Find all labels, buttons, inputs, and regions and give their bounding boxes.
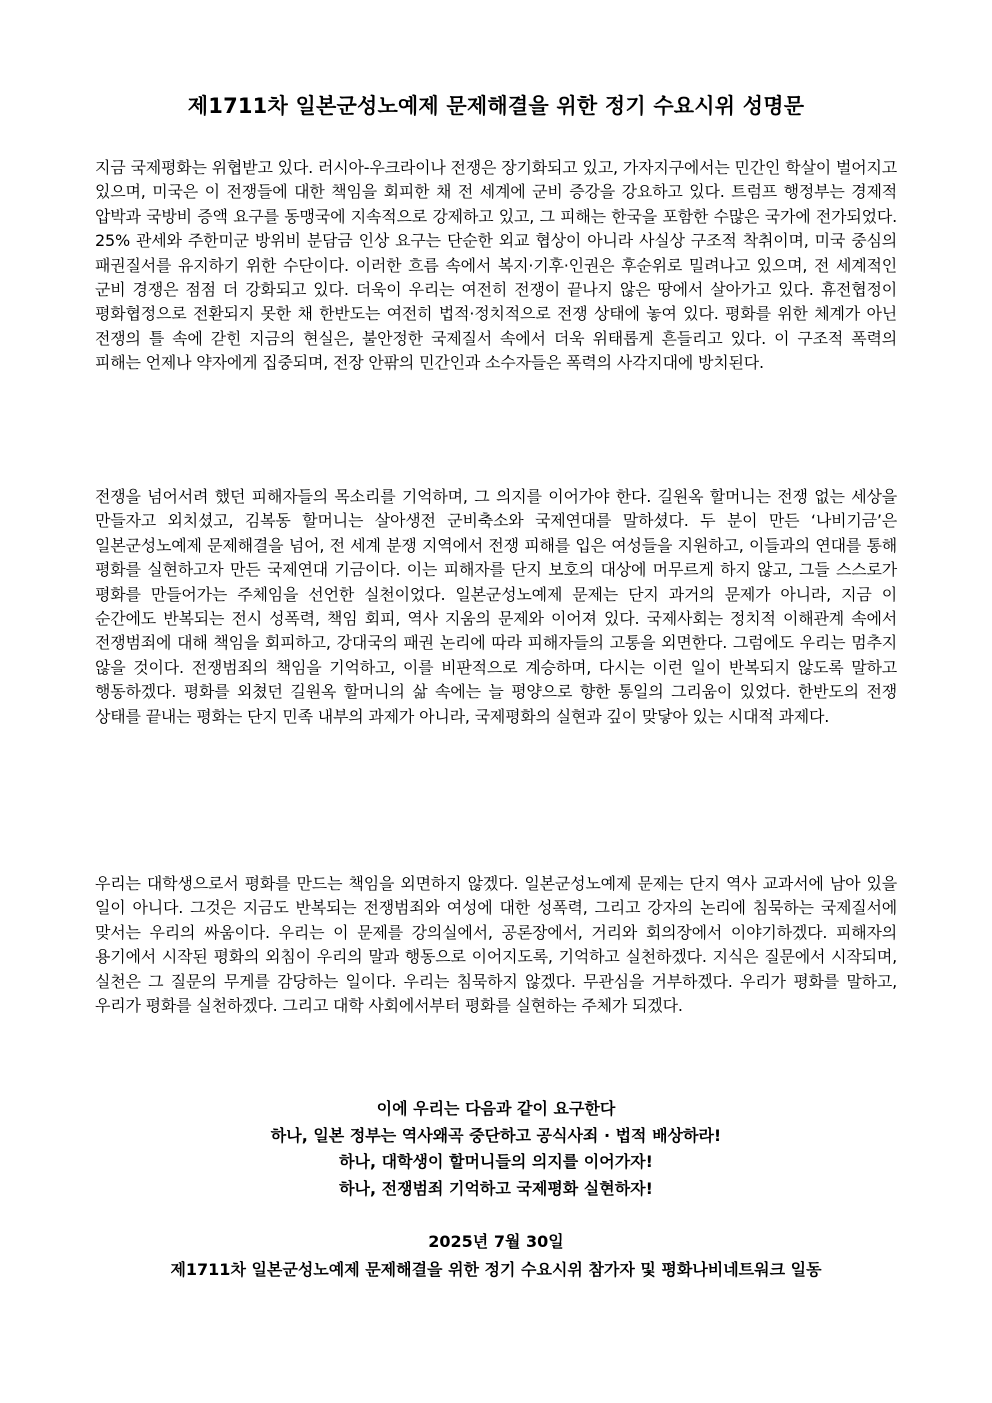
signatory-line: 제1711차 일본군성노예제 문제해결을 위한 정기 수요시위 참가자 및 평화나비네트워크 일동 (170, 1260, 822, 1279)
demands-intro: 이에 우리는 다음과 같이 요구한다 (376, 1099, 616, 1118)
signature-block (0, 1228, 992, 1284)
demand-item: 하나, 대학생이 할머니들의 의지를 이어가자! (339, 1152, 653, 1171)
demand-item: 하나, 전쟁범죄 기억하고 국제평화 실현하자! (339, 1178, 653, 1198)
statement-title: 제1711차 일본군성노예제 문제해결을 위한 정기 수요시위 성명문 (187, 94, 805, 118)
paragraph-1: 지금 국제평화는 위협받고 있다. 러시아-우크라이나 전쟁은 장기화되고 있고, 가자지구에서는 민간인 학살이 벌어지고 있으며, 미국은 이 전쟁들에 대한 책임을 회피한 채 전 세계에 군비 증강을 강요하고 있다. 트럼프 행정부는 경제적 압박과 국방비 증액 요구를 동맹국에 지속적으로 강제하고 있고, 그 피해는 한국을 포함한 수많은 국가에 전가되었다. 25% 관세와 주한미군 방위비 분담금 인상 요구는 단순한 외교 협상이 아니라 사실상 구조적 착취이며, 미국 중심의 패권질서를 유지하기 위한 수단이다. 이러한 흐름 속에서 복지·기후·인권은 후순위로 밀려나고 있으며, 전 세계적인 군비 경쟁은 점점 더 강화되고 있다. 더욱이 우리는 여전히 전쟁이 끝나지 않은 땅에서 살아가고 있다. 휴전협정이 평화협정으로 전환되지 못한 채 한반도는 여전히 법적·정치적으로 전쟁 상태에 놓여 있다. 평화를 위한 체계가 아닌 전쟁의 틀 속에 갇힌 지금의 현실은, 불안정한 국제질서 속에서 더욱 위태롭게 흔들리고 있다. 이 구조적 폭력의 피해는 언제나 약자에게 집중되며, 전장 안팎의 민간인과 소수자들은 폭력의 사각지대에 방치된다. (95, 158, 897, 373)
demands-block (0, 1096, 992, 1202)
statement-date: 2025년 7월 30일 (428, 1232, 564, 1251)
demand-item: 하나, 일본 정부는 역사왜곡 중단하고 공식사죄 · 법적 배상하라! (270, 1125, 722, 1145)
paragraph-3: 우리는 대학생으로서 평화를 만드는 책임을 외면하지 않겠다. 일본군성노예제 문제는 단지 역사 교과서에 남아 있을 일이 아니다. 그것은 지금도 반복되는 전쟁범죄와 여성에 대한 성폭력, 그리고 강자의 논리에 침묵하는 국제질서에 맞서는 우리의 싸움이다. 우리는 이 문제를 강의실에서, 공론장에서, 거리와 회의장에서 이야기하겠다. 피해자의 용기에서 시작된 평화의 외침이 우리의 말과 행동으로 이어지도록, 기억하고 실천하겠다. 지식은 질문에서 시작되며, 실천은 그 질문의 무게를 감당하는 일이다. 우리는 침묵하지 않겠다. 무관심을 거부하겠다. 우리가 평화를 말하고, 우리가 평화를 실천하겠다. 그리고 대학 사회에서부터 평화를 실현하는 주체가 되겠다. (95, 874, 897, 1016)
paragraph-2: 전쟁을 넘어서려 했던 피해자들의 목소리를 기억하며, 그 의지를 이어가야 한다. 길원옥 할머니는 전쟁 없는 세상을 만들자고 외치셨고, 김복동 할머니는 살아생전 군비축소와 국제연대를 말하셨다. 두 분이 만든 ‘나비기금’은 일본군성노예제 문제해결을 넘어, 전 세계 분쟁 지역에서 전쟁 피해를 입은 여성들을 지원하고, 이들과의 연대를 통해 평화를 실현하고자 만든 국제연대 기금이다. 이는 피해자를 단지 보호의 대상에 머무르게 하지 않고, 그들 스스로가 평화를 만들어가는 주체임을 선언한 실천이었다. 일본군성노예제 문제는 단지 과거의 문제가 아니라, 지금 이 순간에도 반복되는 전시 성폭력, 책임 회피, 역사 지움의 문제와 이어져 있다. 국제사회는 정치적 이해관계 속에서 전쟁범죄에 대해 책임을 회피하고, 강대국의 패권 논리에 따라 피해자들의 고통을 외면한다. 그럼에도 우리는 멈추지 않을 것이다. 전쟁범죄의 책임을 기억하고, 이를 비판적으로 계승하며, 다시는 이런 일이 반복되지 않도록 말하고 행동하겠다. 평화를 외쳤던 길원옥 할머니의 삶 속에는 늘 평양으로 향한 통일의 그리움이 있었다. 한반도의 전쟁 상태를 끝내는 평화는 단지 민족 내부의 과제가 아니라, 국제평화의 실현과 깊이 맞닿아 있는 시대적 과제다. (95, 487, 897, 726)
